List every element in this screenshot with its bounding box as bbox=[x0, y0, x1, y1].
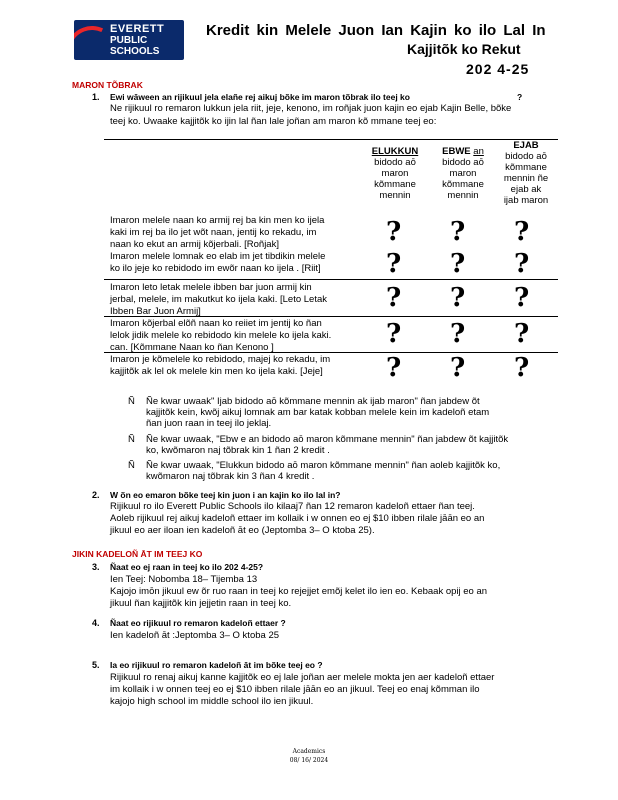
q4-number: 4. bbox=[92, 618, 100, 628]
bullet-1-line: Ñe kwar uwaak" Ijab bidodo aō kõmmane mennin ak ijab maron" ñan jabdew õt bbox=[146, 396, 480, 407]
answer-mark-r1-c2: ? bbox=[450, 217, 466, 247]
bullet-3-line: Ñe kwar uwaak, "Elukkun bidodo aō maron kõmmane mennin" ñan aoleb kajjitõk ko, bbox=[146, 460, 501, 471]
row-5-text: Imaron je kõmelele ko rebidodo, majej ko rekadu, im bbox=[110, 354, 331, 365]
header-col-2-line: mennin bbox=[447, 190, 479, 201]
header-col-1 bbox=[366, 146, 424, 201]
row-3-text: Ibben Bar Juon Armij] bbox=[110, 306, 201, 317]
header-col-1-line: bidodo aō bbox=[374, 157, 416, 168]
row-3-text: jerbal, melele, im makutkut ko ijela kaki. [Leto Letak bbox=[110, 294, 328, 305]
doc-title-year: 202 4-25 bbox=[466, 61, 530, 77]
row-4-text: Imaron kõjerbal elõñ naan ko reiiet im jentij ko ñan bbox=[110, 318, 322, 329]
q5-line: im kollaik i w onnen teej eo ej $10 ibben rilale jāān eo an jikuul. Teej eo enaj kõmman ilo bbox=[110, 684, 480, 695]
bullet-1-line: kajjitõk kein, kwõj aikuj lomnak am bar katak kobban melele kein im kadeloñ etam bbox=[146, 407, 490, 418]
q2-line: Rijikuul ro ilo Everett Public Schools ilo kilaaj7 ñan 12 remaron kadeloñ ettaer ñan teej. bbox=[110, 501, 475, 512]
answer-mark-r5-c3: ? bbox=[514, 353, 530, 383]
q1-number: 1. bbox=[92, 92, 100, 102]
header-col-3-line: ejab ak bbox=[510, 184, 542, 195]
section-heading-2: JIKIN KADELOÑ ĀT IM TEEJ KO bbox=[72, 549, 203, 559]
bullet-glyph: Ñ bbox=[128, 434, 135, 445]
logo-text-line1: EVERETT bbox=[110, 23, 165, 35]
q3-line: Ien Teej: Nobomba 18– Tijemba 13 bbox=[110, 574, 258, 585]
q3-body bbox=[110, 574, 487, 610]
q2-body bbox=[110, 501, 484, 537]
row-divider bbox=[104, 352, 558, 353]
header-col-3 bbox=[496, 140, 556, 206]
answer-mark-r3-c2: ? bbox=[450, 283, 466, 313]
bullet-1-line: ñan juon raan in teej ilo jeklaj. bbox=[146, 418, 272, 429]
q4-question: Ñaat eo rijikuul ro remaron kadeloñ ettaer ? bbox=[110, 618, 286, 628]
header-col-2-title: EBWE bbox=[442, 146, 471, 157]
answer-mark-r3-c1: ? bbox=[386, 283, 402, 313]
row-4-text: can. [Kõmmane Naan ko ñan Kenono ] bbox=[110, 342, 274, 353]
row-4-text: lelok jidik melele ko rebidodo kin melele ko ijela kaki. bbox=[110, 330, 332, 341]
bullet-2-line: Ñe kwar uwaak, "Ebw e an bidodo aō maron kõmmane mennin" ñan jabdew õt kajjitõk bbox=[146, 434, 509, 445]
q2-number: 2. bbox=[92, 490, 100, 500]
answer-mark-r2-c3: ? bbox=[514, 249, 530, 279]
q1-question-mark: ? bbox=[517, 92, 523, 102]
table-row bbox=[110, 282, 327, 318]
q5-body bbox=[110, 672, 494, 708]
row-3-text: Imaron leto letak melele ibben bar juon armij kin bbox=[110, 282, 312, 293]
header-col-2-line: maron bbox=[449, 168, 477, 179]
q5-question: Ia eo rijikuul ro remaron kadeloñ āt im bõke teej eo ? bbox=[110, 660, 323, 670]
q3-line: Kajojo imōn jikuul ew õr ruo raan in teej ko rejejjet emõj kelet ilo ien eo. Kebaak opij eo an bbox=[110, 586, 488, 597]
q1-question: Ewi wāween an rijikuul jela elañe rej aikuj bõke im maron tõbrak ilo teej ko bbox=[110, 92, 410, 102]
row-1-text: naan ko ekut an armij kõjerbali. [Roñjak] bbox=[110, 239, 279, 250]
q5-number: 5. bbox=[92, 660, 100, 670]
q5-line: kajojo high school im middle school ilo ien jikuul. bbox=[110, 696, 314, 707]
section-heading-1: MARON TÕBRAK bbox=[72, 80, 143, 90]
bullet-glyph: Ñ bbox=[128, 460, 135, 471]
logo-text-line2: PUBLIC bbox=[110, 35, 148, 46]
table-row bbox=[110, 215, 324, 251]
header-col-2-suffix: an bbox=[473, 146, 484, 157]
q3-question: Ñaat eo ej raan in teej ko ilo 202 4-25? bbox=[110, 562, 264, 572]
doc-title-line1: Kredit kin Melele Juon Ian Kajin ko ilo Lal In bbox=[206, 22, 546, 39]
header-col-3-line: ijab maron bbox=[503, 195, 549, 206]
footer-department: Academics bbox=[292, 748, 326, 755]
answer-mark-r1-c1: ? bbox=[386, 217, 402, 247]
header-col-2-line: bidodo aō bbox=[442, 157, 484, 168]
header-col-3-title: EJAB bbox=[513, 140, 539, 151]
answer-mark-r5-c2: ? bbox=[450, 353, 466, 383]
row-divider bbox=[104, 279, 558, 280]
header-col-3-line: mennin ñe bbox=[503, 173, 549, 184]
q3-line: jikuul ñan kajjitõk kin jejjetin raan in teej ko. bbox=[110, 598, 292, 609]
table-top-rule bbox=[104, 139, 558, 140]
bullet-1 bbox=[146, 396, 489, 429]
bullet-3 bbox=[146, 460, 500, 482]
bullet-glyph: Ñ bbox=[128, 396, 135, 407]
q2-line: jikuul eo aer iloan ien kadeloñ āt eo (Jeptomba 3– O ktoba 25). bbox=[110, 525, 375, 536]
q5-line: Rijikuul ro renaj aikuj kanne kajjitõk eo ej lale joñan aer melele mokta jen aer kadeloñ ettaer bbox=[110, 672, 495, 683]
q2-question: W õn eo emaron bõke teej kin juon i an kajin ko ilo lal in? bbox=[110, 490, 341, 500]
row-1-text: Imaron melele naan ko armij rej ba kin men ko ijela bbox=[110, 215, 325, 226]
answer-mark-r4-c2: ? bbox=[450, 319, 466, 349]
footer-date: 08/ 16/ 2024 bbox=[289, 757, 329, 764]
bullet-2-line: ko, kwõmaron naj tõbrak kin 1 ñan 2 kredit . bbox=[146, 445, 330, 456]
row-2-text: Imaron melele lomnak eo elab im jet tibdikin melele bbox=[110, 251, 326, 262]
district-logo bbox=[74, 20, 184, 60]
header-col-1-line: maron bbox=[381, 168, 409, 179]
bullet-2 bbox=[146, 434, 508, 456]
table-row bbox=[110, 354, 330, 378]
q4-line: Ien kadeloñ āt :Jeptomba 3– O ktoba 25 bbox=[110, 630, 280, 641]
header-col-2-line: kõmmane bbox=[442, 179, 484, 190]
row-2-text: ko ilo jeje ko rebidodo im ewõr naan ko ijela . [Riit] bbox=[110, 263, 321, 274]
q1-line1: Ne rijikuul ro remaron lukkun jela riit, jeje, kenono, im roñjak juon kajin eo ejab Kajin Belle, bõke bbox=[110, 103, 512, 114]
header-col-1-line: kõmmane bbox=[374, 179, 416, 190]
row-5-text: kajjitõk ak lel ok melele kin men ko ijela kaki. [Jeje] bbox=[110, 366, 323, 377]
row-1-text: kaki im rej ba ilo jet wõt naan, jentij ko rekadu, im bbox=[110, 227, 317, 238]
q4-body bbox=[110, 630, 279, 642]
header-col-3-line: kõmmane bbox=[505, 162, 547, 173]
answer-mark-r4-c3: ? bbox=[514, 319, 530, 349]
q1-line2: teej ko. Uwaake kajjitõk ko ijin lal ñan lale joñan am maron kõ mmane teej eo: bbox=[110, 116, 437, 127]
header-col-1-line: mennin bbox=[379, 190, 411, 201]
answer-mark-r3-c3: ? bbox=[514, 283, 530, 313]
answer-mark-r2-c2: ? bbox=[450, 249, 466, 279]
table-row bbox=[110, 251, 325, 275]
answer-mark-r2-c1: ? bbox=[386, 249, 402, 279]
row-divider bbox=[104, 316, 558, 317]
header-col-2 bbox=[434, 146, 492, 201]
header-col-1-title: ELUKKUN bbox=[371, 146, 419, 157]
table-row bbox=[110, 318, 331, 354]
answer-mark-r1-c3: ? bbox=[514, 217, 530, 247]
q3-number: 3. bbox=[92, 562, 100, 572]
q2-line: Aoleb rijikuul rej aikuj kadeloñ ettaer im kollaik i w onnen eo ej $10 ibben rilale jāān eo an bbox=[110, 513, 485, 524]
logo-text-line3: SCHOOLS bbox=[110, 46, 160, 57]
answer-mark-r4-c1: ? bbox=[386, 319, 402, 349]
bullet-3-line: kwõmaron naj tõbrak kin 3 ñan 4 kredit . bbox=[146, 471, 315, 482]
answer-mark-r5-c1: ? bbox=[386, 353, 402, 383]
header-col-3-line: bidodo aō bbox=[505, 151, 547, 162]
doc-title-line2: Kajjitõk ko Rekut bbox=[407, 41, 521, 57]
